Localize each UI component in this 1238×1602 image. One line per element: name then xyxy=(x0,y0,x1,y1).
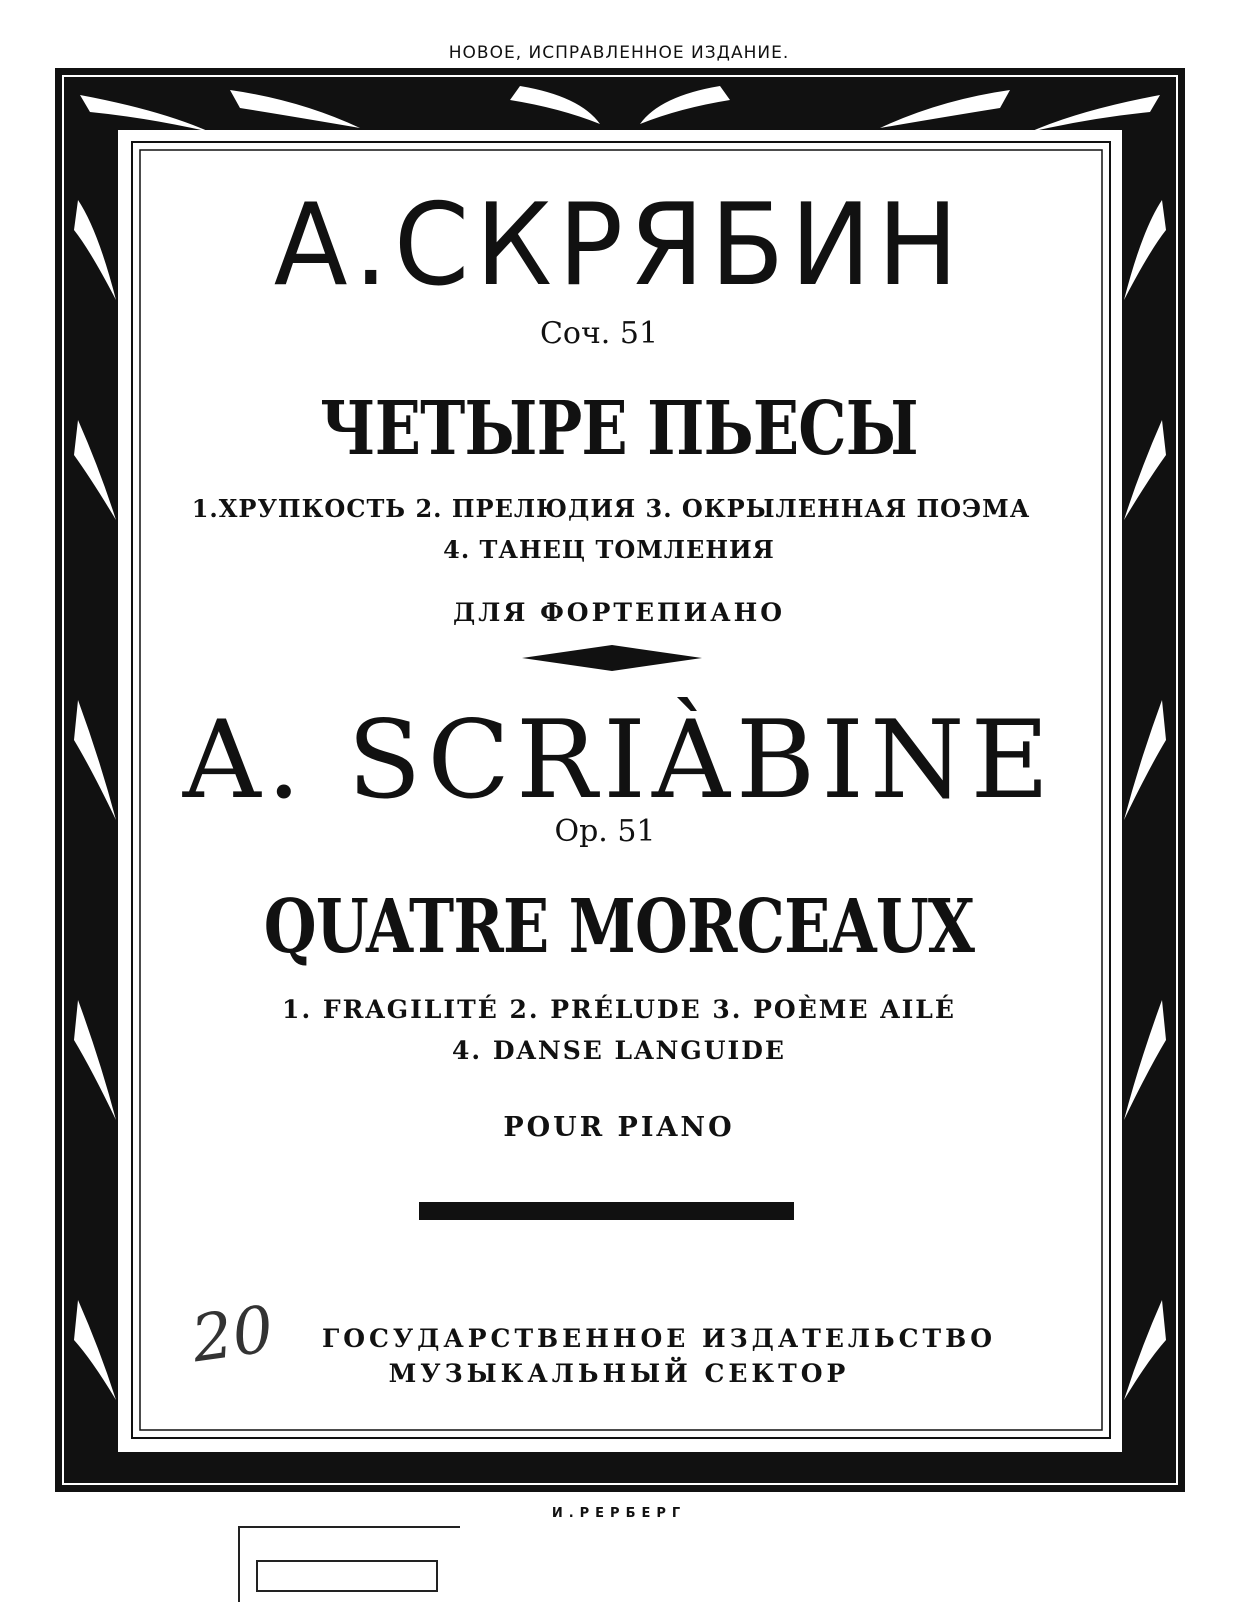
title-french: QUATRE MORCEAUX xyxy=(263,884,975,970)
pieces-french-line2: 4. DANSE LANGUIDE xyxy=(452,1036,786,1065)
opus-french: Op. 51 xyxy=(554,814,656,849)
bar-divider xyxy=(419,1202,794,1220)
opus-russian: Соч. 51 xyxy=(539,316,659,351)
handwritten-number: 20 xyxy=(187,1292,279,1378)
composer-name-french: A. SCRIÀBINE xyxy=(182,698,1056,823)
pieces-french-line1: 1. FRAGILITÉ 2. PRÉLUDE 3. POÈME AILÉ xyxy=(282,995,956,1024)
engraver-credit: И.РЕРБЕРГ xyxy=(551,1506,687,1521)
pieces-russian-line1: 1.ХРУПКОСТЬ 2. ПРЕЛЮДИЯ 3. ОКРЫЛЕННАЯ ПОЭМА xyxy=(191,494,1031,523)
pieces-russian-line2: 4. ТАНЕЦ ТОМЛЕНИЯ xyxy=(443,535,775,564)
title-russian: ЧЕТЫРЕ ПЬЕСЫ xyxy=(320,386,918,472)
instrument-french: POUR PIANO xyxy=(503,1112,735,1143)
publisher-line2: МУЗЫКАЛЬНЫЙ СЕКТОР xyxy=(388,1359,850,1388)
edition-note: НОВОЕ, ИСПРАВЛЕННОЕ ИЗДАНИЕ. xyxy=(448,43,790,63)
composer-name-russian: А.СКРЯБИН xyxy=(273,179,965,312)
library-stamp-box xyxy=(256,1560,438,1592)
publisher-line1: ГОСУДАРСТВЕННОЕ ИЗДАТЕЛЬСТВО xyxy=(321,1324,997,1353)
instrument-russian: ДЛЯ ФОРТЕПИАНО xyxy=(452,598,786,627)
diamond-divider xyxy=(522,645,702,671)
